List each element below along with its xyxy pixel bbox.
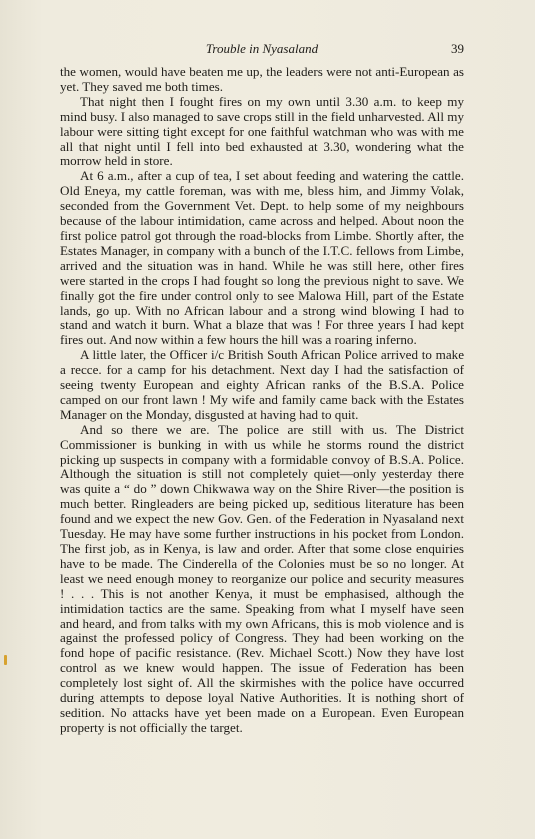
- margin-mark: [4, 655, 7, 665]
- paragraph: And so there we are. The police are still with us. The District Commissioner is bunking in with us while he storms round the district picking up suspects in company with a formidable convoy of B.S.A. Police. Although the situation is still not completely quiet—only yesterday there was quite a “ do ” down Chikwawa way on the Shire River—the position is much better. Ringleaders are being picked up, seditious literature has been found and we expect the new Gov. Gen. of the Federation in Nyasaland next Tuesday. He may have some further instructions in his pocket from London. The first job, as in Kenya, is law and order. After that some close enquiries have to be made. The Cinderella of the Colonies must be so no longer. At least we need enough money to reorganize our police and security measures ! . . . This is not another Kenya, it must be emphasised, although the intimidation tactics are the same. Speaking from what I myself have seen and heard, and from talks with my own Africans, this is mob violence and is against the professed policy of Congress. They had been working on the fond hope of pacific resistance. (Rev. Michael Scott.) Now they have lost control as we knew would happen. The issue of Federation has been completely lost sight of. All the skirmishes with the police have occurred during attempts to depose loyal Native Authorities. It is nothing short of sedition. No attacks have yet been made on a European. Even European property is not officially the target.: [60, 421, 464, 735]
- paragraph: At 6 a.m., after a cup of tea, I set about feeding and watering the cattle. Old Eneya, my cattle foreman, was with me, bless him, and Jimmy Volak, seconded from the Government Vet. Dept. to help some of my neighbours because of the labour intimidation, came across and helped. About noon the first police patrol got through the road-blocks from Limbe. Shortly after, the Estates Manager, in company with a bunch of the I.T.C. fellows from Limbe, arrived and the situation was in hand. While he was still here, other fires were started in the crops I had fought so long the previous night to save. We finally got the fire under control only to see Malowa Hill, part of the Estate lands, go up. With no African labour and a strong wind blowing I had to stand and watch it burn. What a blaze that was ! For three years I had kept fires out. And now within a few hours the hill was a roaring inferno.: [60, 168, 464, 348]
- body-text: [60, 65, 464, 736]
- running-title: Trouble in Nyasaland: [205, 41, 319, 56]
- paragraph: the women, would have beaten me up, the leaders were not anti-European as yet. They saved me both times.: [60, 64, 464, 94]
- page-number: 39: [451, 41, 464, 56]
- paragraph: A little later, the Officer i/c British South African Police arrived to make a recce. for a camp for his detachment. Next day I had the satisfaction of seeing twenty European and eighty African ranks of the B.S.A. Police camped on our front lawn ! My wife and family came back with the Estates Manager on the Monday, disgusted at having had to quit.: [60, 347, 464, 422]
- page-header: [60, 41, 464, 59]
- paragraph: That night then I fought fires on my own until 3.30 a.m. to keep my mind busy. I also managed to save crops still in the field unharvested. All my labour were sitting tight except for one faithful watchman who was with me all that night until I fell into bed exhausted at 3.30, wondering what the morrow held in store.: [60, 93, 464, 169]
